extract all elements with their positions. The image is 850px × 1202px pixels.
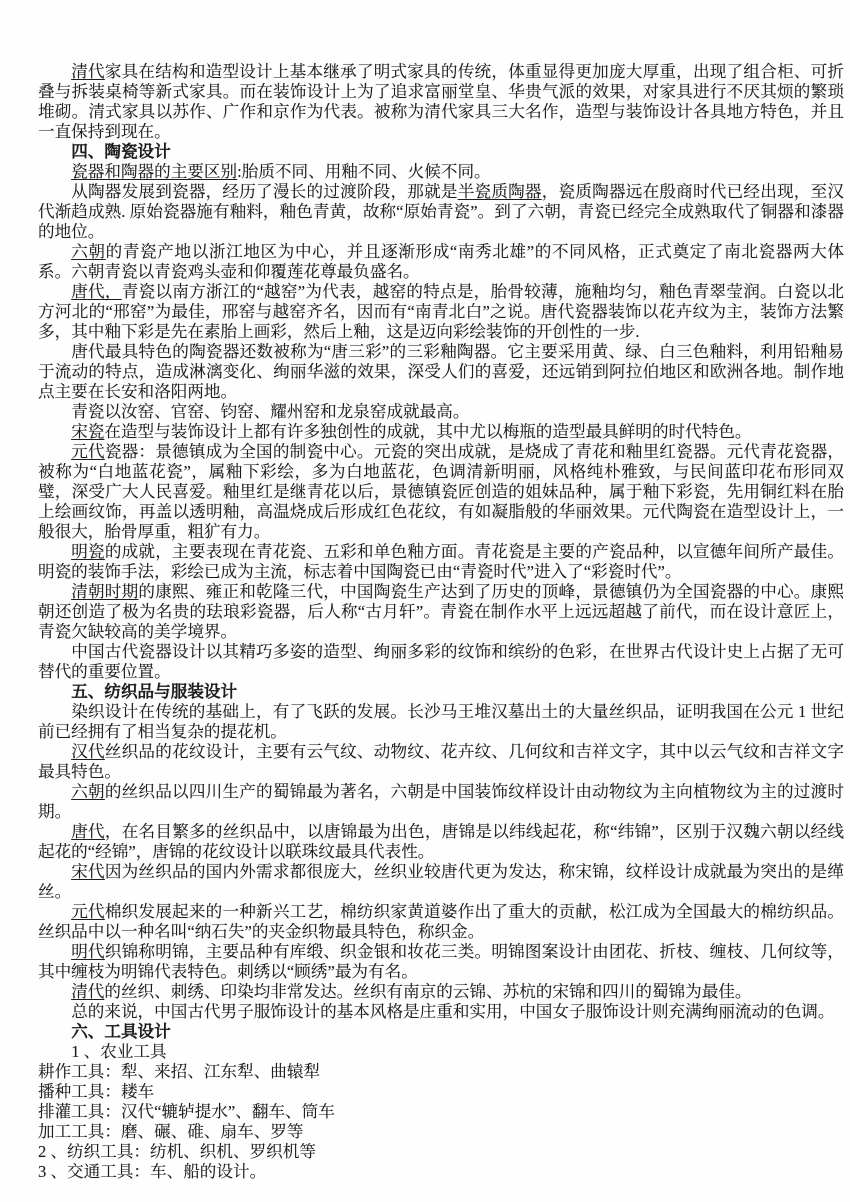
text-run: 的丝织、刺绣、印染均非常发达。丝织有南京的云锦、苏杭的宋锦和四川的蜀锦为最佳。 bbox=[104, 982, 752, 1001]
text-run: 的青瓷产地以浙江地区为中心，并且逐渐形成“南秀北雄”的不同风格，正式奠定了南北瓷器两大体系。六朝青瓷以青瓷鸡头壶和仰覆莲花尊最负盛名。 bbox=[38, 242, 845, 281]
paragraph bbox=[38, 822, 844, 862]
list-line bbox=[38, 1122, 844, 1142]
paragraph bbox=[38, 242, 844, 282]
paragraph bbox=[38, 422, 844, 442]
paragraph bbox=[38, 642, 844, 682]
list-line bbox=[38, 1082, 844, 1102]
text-run: 的康熙、雍正和乾隆三代，中国陶瓷生产达到了历史的顶峰，景德镇仍为全国瓷器的中心。康熙朝还创造了极为名贵的珐琅彩瓷器，后人称“古月轩”。青瓷在制作水平上远远超越了前代，而在设计意匠上，青瓷欠缺较高的美学境界。 bbox=[38, 582, 845, 641]
paragraph bbox=[38, 782, 844, 822]
text-run: 青瓷以南方浙江的“越窑”为代表，越窑的特点是，胎骨较薄，施釉均匀，釉色青翠莹润。白瓷以北方河北的“邢窑”为最佳，邢窑与越窑齐名，因而有“南青北白”之说。唐代瓷器装饰以花卉纹为主，装饰方法繁多，其中釉下彩是先在素胎上画彩，然后上釉，这是迈向彩绘装饰的开创性的一步. bbox=[38, 282, 845, 341]
paragraph bbox=[38, 942, 844, 982]
text-run: :胎质不同、用釉不同、火候不同。 bbox=[237, 162, 491, 181]
underlined-term: 清代 bbox=[71, 982, 105, 1001]
text-run: 染织设计在传统的基础上，有了飞跃的发展。长沙马王堆汉墓出土的大量丝织品，证明我国在公元 1 世纪前已经拥有了相当复杂的提花机。 bbox=[38, 702, 844, 741]
text-run: 家具在结构和造型设计上基本继承了明式家具的传统，体重显得更加庞大厚重，出现了组合柜、可折叠与拆装桌椅等新式家具。而在装饰设计上为了追求富丽堂皇、华贵气派的效果，对家具进行不厌其烦的繁琐堆砌。清式家具以苏作、广作和京作为代表。被称为清代家具三大名作，造型与装饰设计各具地方特色，并且一直保持到现在。 bbox=[38, 62, 845, 141]
document-body bbox=[38, 62, 844, 1182]
section-heading bbox=[38, 1022, 844, 1042]
underlined-term: 汉代 bbox=[71, 742, 105, 761]
text-run: 的成就，主要表现在青花瓷、五彩和单色釉方面。青花瓷是主要的产瓷品种，以宣德年间所产最佳。明瓷的装饰手法，彩绘已成为主流，标志着中国陶瓷已由“青瓷时代”进入了“彩瓷时代”。 bbox=[38, 542, 845, 581]
paragraph bbox=[38, 182, 844, 242]
text-run: 中国古代瓷器设计以其精巧多姿的造型、绚丽多彩的纹饰和缤纷的色彩，在世界古代设计史上占据了无可替代的重要位置。 bbox=[38, 642, 844, 681]
list-line bbox=[38, 1162, 844, 1182]
underlined-term: 元代 bbox=[71, 902, 105, 921]
text-run: 棉织发展起来的一种新兴工艺，棉纺织家黄道婆作出了重大的贡献，松江成为全国最大的棉纺织品。丝织品中以一种名叫“纳石失”的夹金织物最具特色，称织金。 bbox=[38, 902, 845, 941]
underlined-term: 宋代 bbox=[71, 862, 105, 881]
list-line bbox=[38, 1142, 844, 1162]
section-heading bbox=[38, 142, 844, 162]
text-run: 在造型与装饰设计上都有许多独创性的成就，其中尤以梅瓶的造型最具鲜明的时代特色。 bbox=[104, 422, 752, 441]
underlined-term: 明瓷 bbox=[71, 542, 105, 561]
underlined-term: 瓷器和陶器的主要区别 bbox=[71, 162, 238, 181]
section-heading bbox=[38, 682, 844, 702]
paragraph bbox=[38, 1002, 844, 1022]
paragraph bbox=[38, 982, 844, 1002]
text-run: 五、纺织品与服装设计 bbox=[71, 682, 238, 701]
underlined-term: 六朝 bbox=[71, 242, 106, 261]
underlined-term: 唐代 bbox=[71, 822, 105, 841]
paragraph bbox=[38, 282, 844, 342]
text-run: 3 、交通工具：车、船的设计。 bbox=[38, 1162, 267, 1181]
text-run: 播种工具：耧车 bbox=[38, 1082, 155, 1101]
underlined-term: 唐代， bbox=[71, 282, 122, 301]
underlined-term: 六朝 bbox=[71, 782, 105, 801]
text-run: 青瓷以汝窑、官窑、钧窑、耀州窑和龙泉窑成就最高。 bbox=[71, 402, 470, 421]
text-run: 因为丝织品的国内外需求都很庞大，丝织业较唐代更为发达，称宋锦，纹样设计成就最为突出的是缂丝。 bbox=[38, 862, 845, 901]
paragraph bbox=[38, 442, 844, 542]
text-run: 排灌工具：汉代“辘轳提水”、翻车、筒车 bbox=[38, 1102, 335, 1121]
text-run: 加工工具：磨、碾、碓、扇车、罗等 bbox=[38, 1122, 304, 1141]
underlined-term: 明代 bbox=[71, 942, 105, 961]
paragraph bbox=[38, 742, 844, 782]
paragraph bbox=[38, 582, 844, 642]
list-line bbox=[38, 1062, 844, 1082]
underlined-term: 元代 bbox=[71, 442, 105, 461]
underlined-term: 宋瓷 bbox=[71, 422, 105, 441]
paragraph bbox=[38, 62, 844, 142]
text-run: 1 、农业工具 bbox=[71, 1042, 167, 1061]
list-line bbox=[38, 1102, 844, 1122]
text-run: 从陶器发展到瓷器，经历了漫长的过渡阶段，那就是 bbox=[71, 182, 458, 201]
underlined-term: 清朝时期 bbox=[71, 582, 139, 601]
underlined-term: 清代 bbox=[71, 62, 105, 81]
underlined-term: 半瓷质陶器 bbox=[457, 182, 542, 201]
text-run: 瓷器：景德镇成为全国的制瓷中心。元瓷的突出成就，是烧成了青花和釉里红瓷器。元代青花瓷器，被称为“白地蓝花瓷”，属釉下彩绘，多为白地蓝花，色调清新明丽，风格纯朴雅致，与民间蓝印花布形同双璧，深受广大人民喜爱。釉里红是继青花以后，景德镇瓷匠创造的姐妹品种，属于釉下彩瓷，先用铜红料在胎上绘画纹饰，再盖以透明釉，高温烧成后形成红色花纹，有如凝脂般的华丽效果。元代陶瓷在造型设计上，一般很大，胎骨厚重，粗犷有力。 bbox=[38, 442, 845, 541]
paragraph bbox=[38, 862, 844, 902]
paragraph bbox=[38, 402, 844, 422]
text-run: 2 、纺织工具：纺机、织机、罗织机等 bbox=[38, 1142, 316, 1161]
text-run: 四、陶瓷设计 bbox=[71, 142, 171, 161]
text-run: 的丝织品以四川生产的蜀锦最为著名，六朝是中国装饰纹样设计由动物纹为主向植物纹为主的过渡时期。 bbox=[38, 782, 845, 821]
text-run: 丝织品的花纹设计，主要有云气纹、动物纹、花卉纹、几何纹和吉祥文字，其中以云气纹和吉祥文字最具特色。 bbox=[38, 742, 845, 781]
text-run: 六、工具设计 bbox=[71, 1022, 171, 1041]
text-run: ，瓷质陶器远在殷商时代已经出现，至汉代渐趋成熟. 原始瓷器施有釉料，釉色青黄，故称“原始青瓷”。到了六朝，青瓷已经完全成熟取代了铜器和漆器的地位。 bbox=[38, 182, 845, 241]
text-run: 织锦称明锦，主要品种有库缎、织金银和妆花三类。明锦图案设计由团花、折枝、缠枝、几何纹等，其中缠枝为明锦代表特色。刺绣以“顾绣”最为有名。 bbox=[38, 942, 845, 981]
text-run: 总的来说，中国古代男子服饰设计的基本风格是庄重和实用，中国女子服饰设计则充满绚丽流动的色调。 bbox=[71, 1002, 835, 1021]
paragraph bbox=[38, 702, 844, 742]
text-run: 唐代最具特色的陶瓷器还数被称为“唐三彩”的三彩釉陶器。它主要采用黄、绿、白三色釉料，利用铅釉易于流动的特点，造成淋漓变化、绚丽华滋的效果，深受人们的喜爱，还远销到阿拉伯地区和欧洲各地。制作地点主要在长安和洛阳两地。 bbox=[38, 342, 844, 401]
text-run: 耕作工具：犁、来招、江东犁、曲辕犁 bbox=[38, 1062, 321, 1081]
paragraph bbox=[38, 162, 844, 182]
paragraph bbox=[38, 342, 844, 402]
paragraph bbox=[38, 542, 844, 582]
text-run: ，在名目繁多的丝织品中，以唐锦最为出色，唐锦是以纬线起花，称“纬锦”，区别于汉魏六朝以经线起花的“经锦”，唐锦的花纹设计以联珠纹最具代表性。 bbox=[38, 822, 844, 861]
paragraph bbox=[38, 1042, 844, 1062]
paragraph bbox=[38, 902, 844, 942]
